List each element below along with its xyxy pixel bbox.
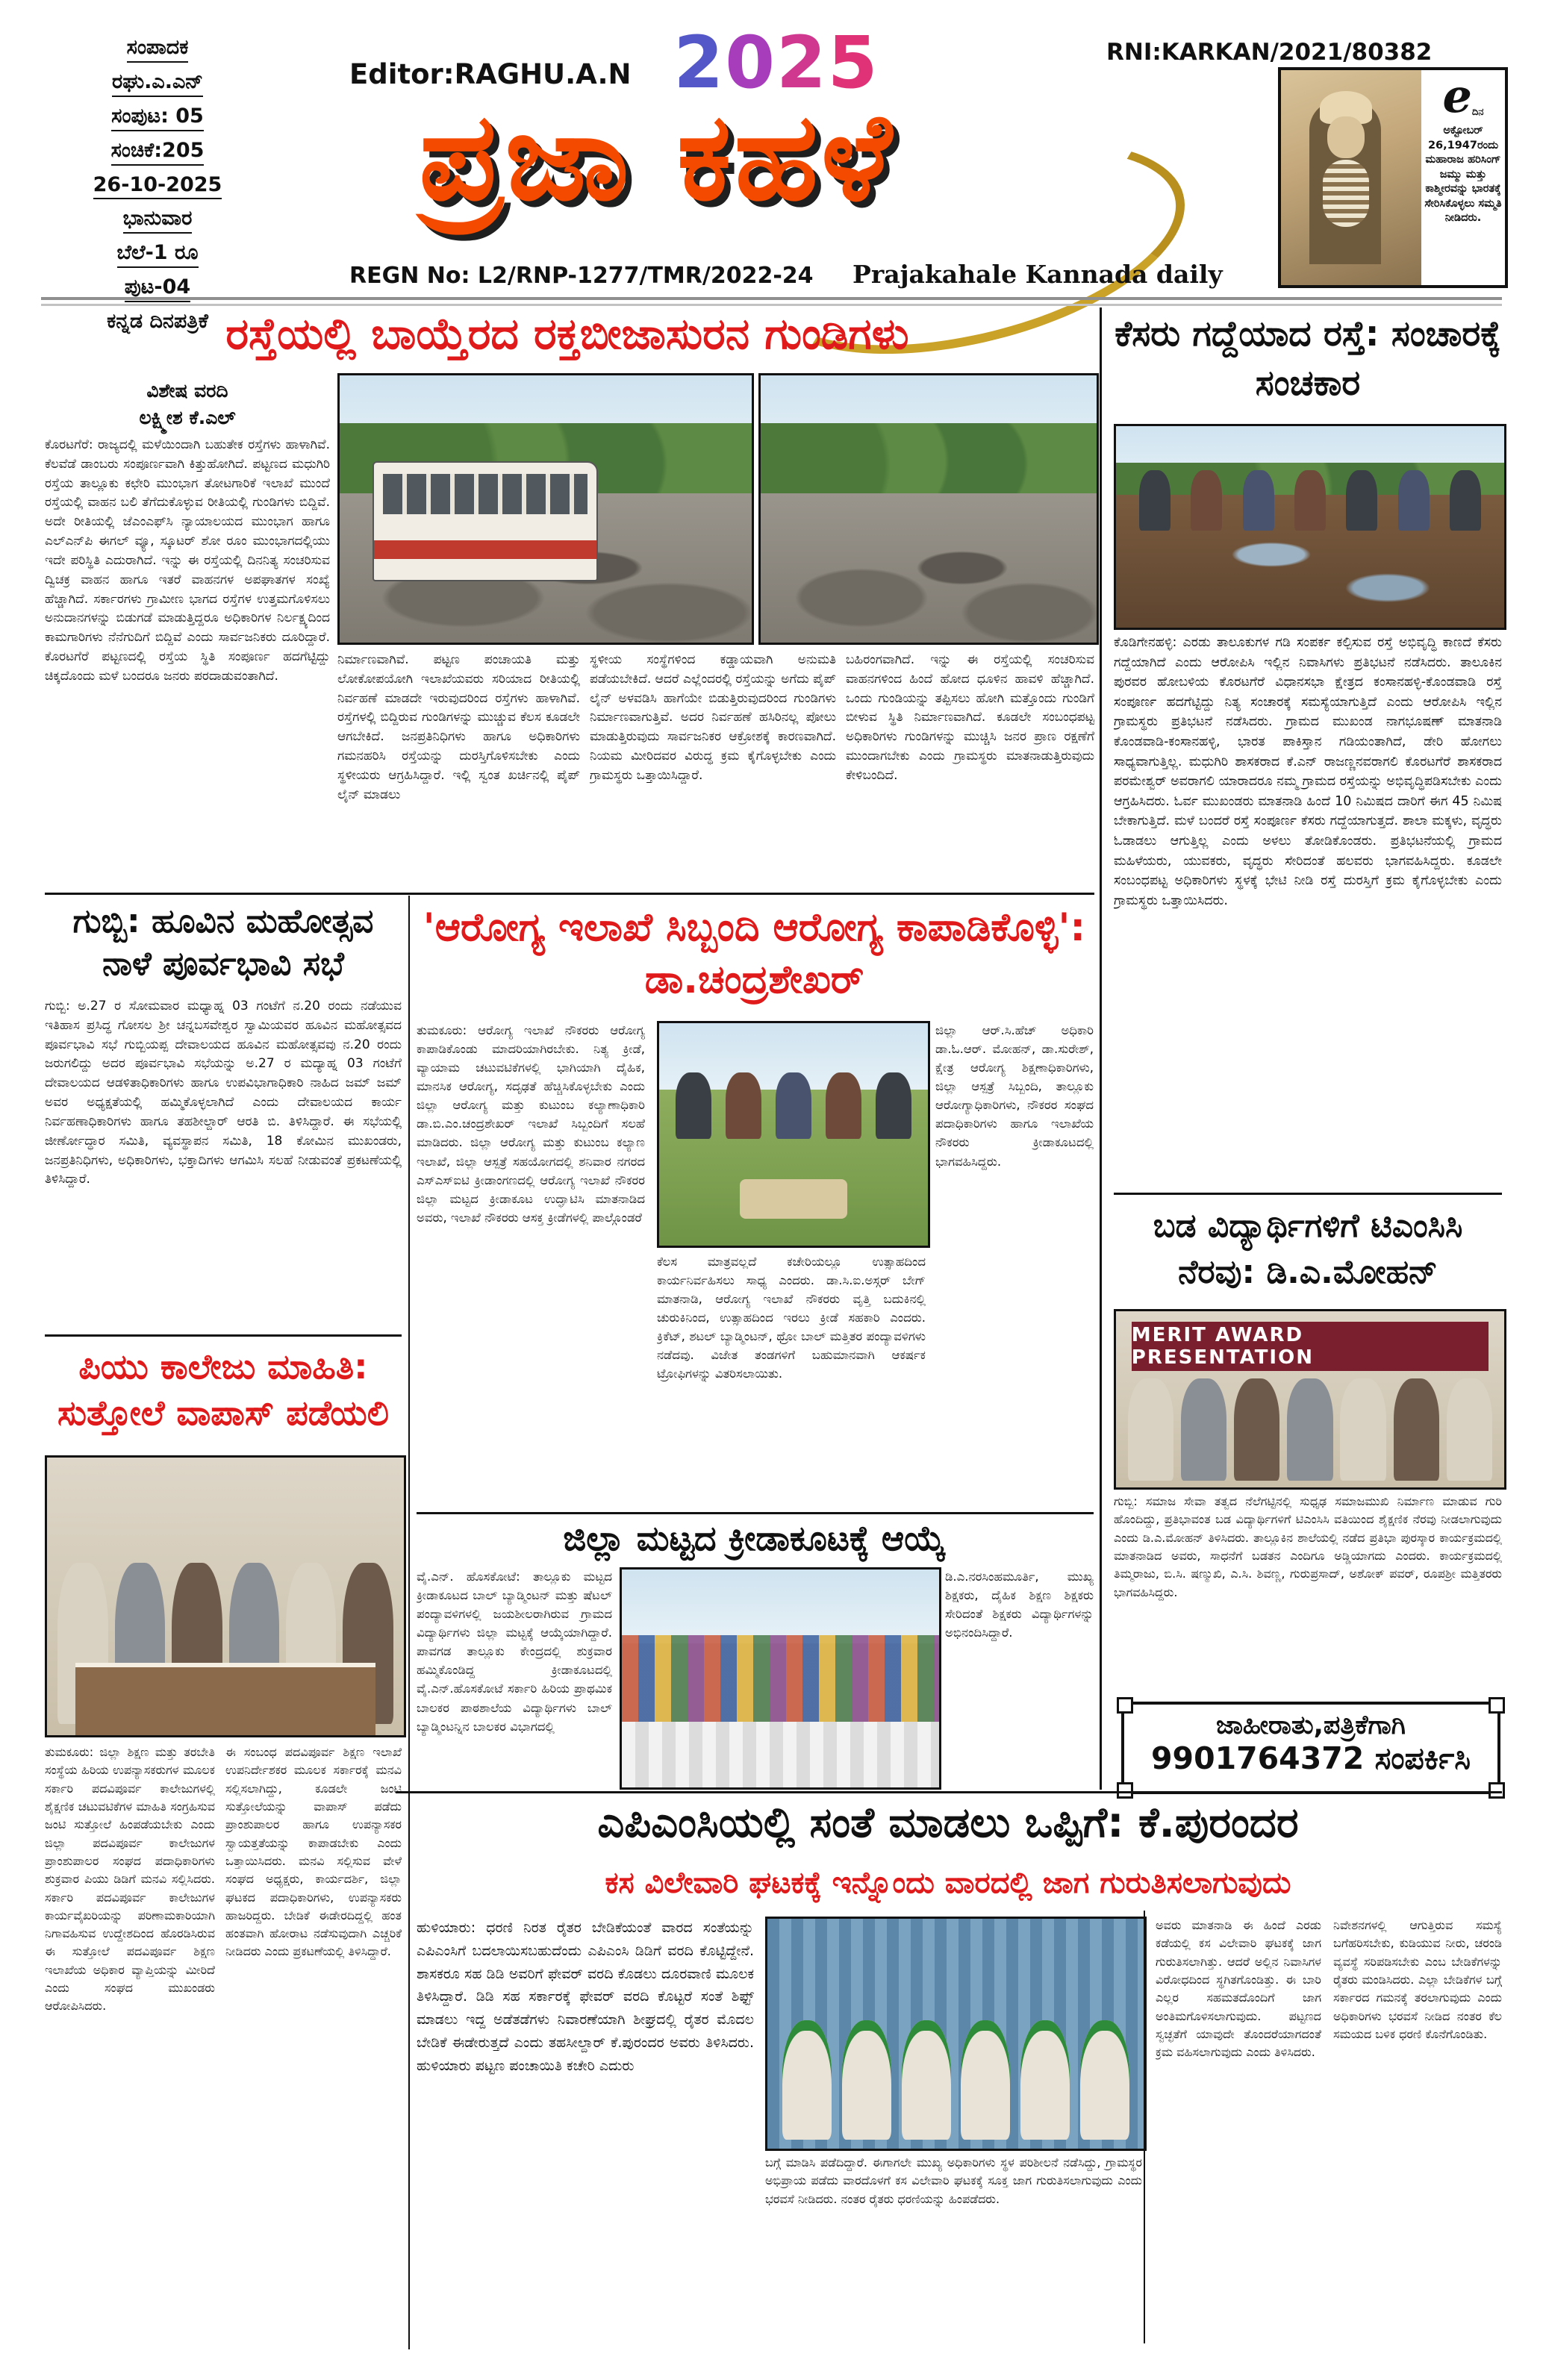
merit-award-photo xyxy=(1114,1309,1506,1490)
history-today-note: ಅಕ್ಟೋಬರ್ 26,1947ರಂದು ಮಹಾರಾಜ ಹರಿಸಿಂಗ್ ಜಮ್ಮು ಮತ್ತು ಕಾಶ್ಮೀರವನ್ನು ಭಾರತಕ್ಕೆ ಸೇರಿಸಿಕೊಳ್ಳಲು ಸಮ್ಮತಿ ನೀಡಿದರು. xyxy=(1424,125,1502,225)
lead-body-col4: ಬಹಿರಂಗವಾಗಿದೆ. ಇನ್ನು ಈ ರಸ್ತೆಯಲ್ಲಿ ಸಂಚರಿಸುವ ವಾಹನಗಳಿಂದ ಹಿಂದೆ ಹೋದ ಧೂಳಿನ ಹಾವಳಿ ಹೆಚ್ಚಾಗಿದೆ. ಒಂದು ಗುಂಡಿಯನ್ನು ತಪ್ಪಿಸಲು ಹೋಗಿ ಮತ್ತೊಂದು ಗುಂಡಿಗೆ ಬೀಳುವ ಸ್ಥಿತಿ ನಿರ್ಮಾಣವಾಗಿದೆ. ಕೂಡಲೇ ಸಂಬಂಧಪಟ್ಟ ಅಧಿಕಾರಿಗಳು ಗುಂಡಿಗಳನ್ನು ಮುಚ್ಚಿಸಿ ಜನರ ಪ್ರಾಣ ರಕ್ಷಣೆಗೆ ಮುಂದಾಗಬೇಕು ಎಂದು ಗ್ರಾಮಸ್ಥರು ಮಾತನಾಡುತ್ತಿರುವುದು ಕೇಳಿಬಂದಿದೆ. xyxy=(846,652,1094,783)
lead-byline: ವಿಶೇಷ ವರದಿ ಲಕ್ಷ್ಮೀಶ ಕೆ.ಎಲ್ xyxy=(139,380,236,429)
health-sports-meet-photo xyxy=(657,1021,930,1248)
issue-date: 26-10-2025 xyxy=(41,173,274,199)
rni-number: RNI:KARKAN/2021/80382 xyxy=(1106,39,1433,66)
year-2025-logo: 2025 xyxy=(673,21,879,104)
history-today-box xyxy=(1278,67,1508,288)
pu-body-col1: ತುಮಕೂರು: ಜಿಲ್ಲಾ ಶಿಕ್ಷಣ ಮತ್ತು ತರಬೇತಿ ಸಂಸ್ಥೆಯ ಹಿರಿಯ ಉಪನ್ಯಾಸಕರುಗಳ ಮೂಲಕ ಸರ್ಕಾರಿ ಪದವಿಪೂರ್ವ ಕಾಲೇಜುಗಳಲ್ಲಿ ಶೈಕ್ಷಣಿಕ ಚಟುವಟಿಕೆಗಳ ಮಾಹಿತಿ ಸಂಗ್ರಹಿಸುವ ಜಂಟಿ ಸುತ್ತೋಲೆ ಹಿಂಪಡೆಯಬೇಕು ಎಂದು ಜಿಲ್ಲಾ ಪದವಿಪೂರ್ವ ಕಾಲೇಜುಗಳ ಪ್ರಾಂಶುಪಾಲರ ಸಂಘದ ಪದಾಧಿಕಾರಿಗಳು ಶುಕ್ರವಾರ ಪಿಯು ಡಿಡಿಗೆ ಮನವಿ ಸಲ್ಲಿಸಿದರು. ಸರ್ಕಾರಿ ಪದವಿಪೂರ್ವ ಕಾಲೇಜುಗಳ ಕಾರ್ಯವೈಖರಿಯನ್ನು ಪರಿಣಾಮಕಾರಿಯಾಗಿ ನಿಗಾವಹಿಸುವ ಉದ್ದೇಶದಿಂದ ಹೊರಡಿಸಿರುವ ಈ ಸುತ್ತೋಲೆ ಪದವಿಪೂರ್ವ ಶಿಕ್ಷಣ ಇಲಾಖೆಯ ಅಧಿಕಾರ ವ್ಯಾಪ್ತಿಯನ್ನು ಮೀರಿದೆ ಎಂದು ಸಂಘದ ಮುಖಂಡರು ಆರೋಪಿಸಿದರು. xyxy=(45,1745,215,2014)
apmc-body-col3: ಅವರು ಮಾತನಾಡಿ ಈ ಹಿಂದೆ ಎರಡು ಕಡೆಯಲ್ಲಿ ಕಸ ವಿಲೇವಾರಿ ಘಟಕಕ್ಕೆ ಜಾಗ ಗುರುತಿಸಲಾಗಿತ್ತು. ಆದರೆ ಅಲ್ಲಿನ ನಿವಾಸಿಗಳ ವಿರೋಧದಿಂದ ಸ್ಥಗಿತಗೊಂಡಿತ್ತು. ಈ ಬಾರಿ ಎಲ್ಲರ ಸಹಮತದೊಂದಿಗೆ ಜಾಗ ಅಂತಿಮಗೊಳಿಸಲಾಗುವುದು. ಪಟ್ಟಣದ ಸ್ವಚ್ಛತೆಗೆ ಯಾವುದೇ ತೊಂದರೆಯಾಗದಂತೆ ಕ್ರಮ ವಹಿಸಲಾಗುವುದು ಎಂದು ತಿಳಿಸಿದರು. xyxy=(1156,1918,1321,2060)
lead-body-col2: ನಿರ್ಮಾಣವಾಗಿವೆ. ಪಟ್ಟಣ ಪಂಚಾಯತಿ ಮತ್ತು ಲೋಕೋಪಯೋಗಿ ಇಲಾಖೆಯವರು ಸರಿಯಾದ ರೀತಿಯಲ್ಲಿ ನಿರ್ವಹಣೆ ಮಾಡದೇ ಇರುವುದರಿಂದ ರಸ್ತೆಗಳು ಹಾಳಾಗಿವೆ. ರಸ್ತೆಗಳಲ್ಲಿ ಬಿದ್ದಿರುವ ಗುಂಡಿಗಳನ್ನು ಮುಚ್ಚುವ ಕೆಲಸ ಕೂಡಲೇ ಆಗಬೇಕಿದೆ. ಜನಪ್ರತಿನಿಧಿಗಳು ಹಾಗೂ ಅಧಿಕಾರಿಗಳು ಗಮನಹರಿಸಿ ರಸ್ತೆಯನ್ನು ದುರಸ್ತಿಗೊಳಿಸಬೇಕು ಎಂದು ಸ್ಥಳೀಯರು ಆಗ್ರಹಿಸಿದ್ದಾರೆ. ಇಲ್ಲಿ ಸ್ವಂತ ಖರ್ಚಿನಲ್ಲಿ ಪೈಪ್ ಲೈನ್ ಮಾಡಲು xyxy=(337,652,580,802)
health-body-col1: ತುಮಕೂರು: ಆರೋಗ್ಯ ಇಲಾಖೆ ನೌಕರರು ಆರೋಗ್ಯ ಕಾಪಾಡಿಕೊಂಡು ಮಾದರಿಯಾಗಿರಬೇಕು. ನಿತ್ಯ ಕ್ರೀಡೆ, ವ್ಯಾಯಾಮ ಚಟುವಟಿಕೆಗಳಲ್ಲಿ ಭಾಗಿಯಾಗಿ ದೈಹಿಕ, ಮಾನಸಿಕ ಆರೋಗ್ಯ, ಸದೃಢತೆ ಹೆಚ್ಚಿಸಿಕೊಳ್ಳಬೇಕು ಎಂದು ಜಿಲ್ಲಾ ಆರೋಗ್ಯ ಮತ್ತು ಕುಟುಂಬ ಕಲ್ಯಾಣಾಧಿಕಾರಿ ಡಾ.ಬಿ.ಎಂ.ಚಂದ್ರಶೇಖರ್ ಇಲಾಖೆ ಸಿಬ್ಬಂದಿಗೆ ಸಲಹೆ ಮಾಡಿದರು. ಜಿಲ್ಲಾ ಆರೋಗ್ಯ ಮತ್ತು ಕುಟುಂಬ ಕಲ್ಯಾಣ ಇಲಾಖೆ, ಜಿಲ್ಲಾ ಆಸ್ಪತ್ರೆ ಸಹಯೋಗದಲ್ಲಿ ಶನಿವಾರ ನಗರದ ಎಸ್‌ಎಸ್‌ಐಟಿ ಕ್ರೀಡಾಂಗಣದಲ್ಲಿ ಆರೋಗ್ಯ ಇಲಾಖೆ ನೌಕರರ ಜಿಲ್ಲಾ ಮಟ್ಟದ ಕ್ರೀಡಾಕೂಟ ಉದ್ಘಾಟಿಸಿ ಮಾತನಾಡಿದ ಅವರು, ಇಲಾಖೆ ನೌಕರರು ಆಸಕ್ತ ಕ್ರೀಡೆಗಳಲ್ಲಿ ಪಾಲ್ಗೊಂಡರೆ xyxy=(417,1023,645,1225)
pu-meeting-photo xyxy=(45,1455,406,1737)
pages-line: ಪುಟ-04 xyxy=(41,275,274,302)
info-line: ಭಾನುವಾರ xyxy=(41,207,274,234)
sports-body-col1: ವೈ.ಎನ್. ಹೊಸಕೋಟೆ: ತಾಲ್ಲೂಕು ಮಟ್ಟದ ಕ್ರೀಡಾಕೂಟದ ಬಾಲ್ ಬ್ಯಾಡ್ಮಿಂಟನ್ ಮತ್ತು ಷೆಟಲ್ ಪಂದ್ಯಾವಳಿಗಳಲ್ಲಿ ಜಯಶೀಲರಾಗಿರುವ ಗ್ರಾಮದ ವಿದ್ಯಾರ್ಥಿಗಳು ಜಿಲ್ಲಾ ಮಟ್ಟಕ್ಕೆ ಆಯ್ಕೆಯಾಗಿದ್ದಾರೆ. ಪಾವಗಡ ತಾಲ್ಲೂಕು ಕೇಂದ್ರದಲ್ಲಿ ಶುಕ್ರವಾರ ಹಮ್ಮಿಕೊಂಡಿದ್ದ ಕ್ರೀಡಾಕೂಟದಲ್ಲಿ ವೈ.ಎನ್.ಹೊಸಕೋಟೆ ಸರ್ಕಾರಿ ಹಿರಿಯ ಪ್ರಾಥಮಿಕ ಬಾಲಕರ ಪಾಠಶಾಲೆಯ ವಿದ್ಯಾರ್ಥಿಗಳು ಬಾಲ್ ಬ್ಯಾಡ್ಮಿಂಟನ್ನಿನ ಬಾಲಕರ ವಿಭಾಗದಲ್ಲಿ xyxy=(417,1570,612,1734)
apmc-column-rule xyxy=(1144,1911,1145,2343)
lead-headline: ರಸ್ತೆಯಲ್ಲಿ ಬಾಯ್ತೆರದ ರಕ್ತಬೀಜಾಸುರನ ಗುಂಡಿಗಳು xyxy=(225,308,909,359)
bus-graphic xyxy=(372,461,598,582)
apmc-headline: ಎಪಿಎಂಸಿಯಲ್ಲಿ ಸಂತೆ ಮಾಡಲು ಒಪ್ಪಿಗೆ: ಕೆ.ಪುರಂದರ xyxy=(597,1799,1299,1847)
daily-name: Prajakahale Kannada daily xyxy=(852,260,1223,289)
pu-college-headline: ಪಿಯು ಕಾಲೇಜು ಮಾಹಿತಿ: ಸುತ್ತೋಲೆ ವಾಪಾಸ್ ಪಡೆಯಲಿ xyxy=(57,1346,389,1434)
info-line: ಸಂಚಿಕೆ:205 xyxy=(41,139,274,166)
merit-award-banner: MERIT AWARD PRESENTATION xyxy=(1132,1322,1489,1371)
editor-name: Editor:RAGHU.A.N xyxy=(349,58,632,90)
apmc-farmers-photo xyxy=(765,1917,1147,2151)
main-column-rule xyxy=(1100,307,1102,1790)
left-column-rule xyxy=(408,896,410,2349)
health-body-col2: ಕೆಲಸ ಮಾತ್ರವಲ್ಲದೆ ಕಚೇರಿಯಲ್ಲೂ ಉತ್ಸಾಹದಿಂದ ಕಾರ್ಯನಿರ್ವಹಿಸಲು ಸಾಧ್ಯ ಎಂದರು. ಡಾ.ಸಿ.ಐ.ಅಸ್ಗರ್ ಬೇಗ್ ಮಾತನಾಡಿ, ಆರೋಗ್ಯ ಇಲಾಖೆ ನೌಕರರು ವೃತ್ತಿ ಬದುಕಿನಲ್ಲಿ ಚುರುಕಿನಿಂದ, ಉತ್ಸಾಹದಿಂದ ಇರಲು ಕ್ರೀಡೆ ಸಹಕಾರಿ ಎಂದರು. ಕ್ರಿಕೆಟ್, ಶಟಲ್ ಬ್ಯಾಡ್ಮಿಂಟನ್, ಥ್ರೋ ಬಾಲ್ ಮತ್ತಿತರ ಪಂದ್ಯಾವಳಿಗಳು ನಡೆದವು. ವಿಜೇತ ತಂಡಗಳಿಗೆ ಬಹುಮಾನವಾಗಿ ಆಕರ್ಷಕ ಟ್ರೋಫಿಗಳನ್ನು ವಿತರಿಸಲಾಯಿತು. xyxy=(657,1255,926,1381)
ad-corner xyxy=(1117,1782,1133,1799)
info-line: ಸಂಪಾದಕ xyxy=(41,36,274,63)
lead-photo-damaged-road xyxy=(758,373,1099,645)
gubbi-body: ಗುಬ್ಬಿ: ಅ.27 ರ ಸೋಮವಾರ ಮಧ್ಯಾಹ್ನ 03 ಗಂಟೆಗೆ ನ.20 ರಂದು ನಡೆಯುವ ಇತಿಹಾಸ ಪ್ರಸಿದ್ಧ ಗೋಸಲ ಶ್ರೀ ಚನ್ನಬಸವೇಶ್ವರ ಸ್ವಾಮಿಯವರ ಹೂವಿನ ಮಹೋತ್ಸವದ ಪೂರ್ವಭಾವಿ ಸಭೆ ಗುಬ್ಬಿಯಪ್ಪ ದೇವಾಲಯದ ಹೂವಿನ ಮಹೋತ್ಸವವು ನ.20 ರಂದು ಜರುಗಲಿದ್ದು ಅದರ ಪೂರ್ವಭಾವಿ ಸಭೆಯನ್ನು ಅ.27 ರ ಮದ್ಯಾಹ್ನ 03 ಗಂಟೆಗೆ ದೇವಾಲಯದ ಆಡಳಿತಾಧಿಕಾರಿಗಳು ಹಾಗೂ ಉಪವಿಭಾಗಾಧಿಕಾರಿ ನಾಹಿದ ಜಮ್ ಜಮ್ ಅವರ ಅಧ್ಯಕ್ಷತೆಯಲ್ಲಿ ಹಮ್ಮಿಕೊಳ್ಳಲಾಗಿದೆ ಎಂದು ದೇವಾಲಯದ ಕಾರ್ಯ ನಿರ್ವಹಣಾಧಿಕಾರಿಗಳು ಹಾಗೂ ತಹಶೀಲ್ದಾರ್ ಆರತಿ ಬಿ. ತಿಳಿಸಿದ್ದಾರೆ. ಈ ಸಭೆಯಲ್ಲಿ ಜೀರ್ಣೋದ್ಧಾರ ಸಮಿತಿ, ವ್ಯವಸ್ಥಾಪನ ಸಮಿತಿ, 18 ಕೋಮಿನ ಮುಖಂಡರು, ಜನಪ್ರತಿನಿಧಿಗಳು, ಅಧಿಕಾರಿಗಳು, ಭಕ್ತಾದಿಗಳು ಆಗಮಿಸಿ ಸಲಹೆ ನೀಡುವಂತೆ ಪ್ರಕಟಣೆಯಲ್ಲಿ ತಿಳಿಸಿದ್ದಾರೆ. xyxy=(45,999,402,1187)
e-paper-icon: e xyxy=(1442,69,1472,123)
apmc-body-col1: ಹುಳಿಯಾರು: ಧರಣಿ ನಿರತ ರೈತರ ಬೇಡಿಕೆಯಂತೆ ವಾರದ ಸಂತೆಯನ್ನು ಎಪಿಎಂಸಿಗೆ ಬದಲಾಯಿಸಬಹುದೆಂದು ಎಪಿಎಂಸಿ ಡಿಡಿಗೆ ವರದಿ ಕೊಟ್ಟಿದ್ದೇನೆ. ಶಾಸಕರೂ ಸಹ ಡಿಡಿ ಅವರಿಗೆ ಫೇವರ್ ವರದಿ ಕೊಡಲು ದೂರವಾಣಿ ಮೂಲಕ ತಿಳಿಸಿದ್ದಾರೆ. ಡಿಡಿ ಸಹ ಸರ್ಕಾರಕ್ಕೆ ಫೇವರ್ ವರದಿ ಕೊಟ್ಟರೆ ಸಂತೆ ಶಿಫ್ಟ್ ಮಾಡಲು ಇದ್ದ ಅಡೆತಡೆಗಳು ನಿವಾರಣೆಯಾಗಿ ಶೀಘ್ರದಲ್ಲಿ ರೈತರ ಮೊದಲ ಬೇಡಿಕೆ ಈಡೇರುತ್ತದೆ ಎಂದು ತಹಸೀಲ್ದಾರ್ ಕೆ.ಪುರಂದರ ಅವರು ತಿಳಿಸಿದರು. ಹುಳಿಯಾರು ಪಟ್ಟಣ ಪಂಚಾಯಿತಿ ಕಚೇರಿ ಎದುರು xyxy=(417,1920,754,2074)
info-line: ರಘು.ಎ.ಎನ್ xyxy=(41,70,274,97)
tmcc-body: ಗುಬ್ಬಿ: ಸಮಾಜ ಸೇವಾ ತತ್ವದ ನೆಲೆಗಟ್ಟಿನಲ್ಲಿ ಸುಧೃಢ ಸಮಾಜಮುಖಿ ನಿರ್ಮಾಣ ಮಾಡುವ ಗುರಿ ಹೊಂದಿದ್ದು, ಪ್ರತಿಭಾವಂತ ಬಡ ವಿದ್ಯಾರ್ಥಿಗಳಿಗೆ ಟಿಎಂಸಿಸಿ ವತಿಯಿಂದ ಶೈಕ್ಷಣಿಕ ನೆರವು ನೀಡಲಾಗುವುದು ಎಂದು ಡಿ.ಎ.ಮೋಹನ್ ತಿಳಿಸಿದರು. ತಾಲ್ಲೂಕಿನ ಶಾಲೆಯಲ್ಲಿ ನಡೆದ ಪ್ರತಿಭಾ ಪುರಸ್ಕಾರ ಕಾರ್ಯಕ್ರಮದಲ್ಲಿ ಮಾತನಾಡಿದ ಅವರು, ಸಾಧನೆಗೆ ಬಡತನ ಎಂದಿಗೂ ಅಡ್ಡಿಯಾಗದು ಎಂದರು. ಕಾರ್ಯಕ್ರಮದಲ್ಲಿ ತಿಮ್ಮರಾಜು, ಬಿ.ಸಿ. ಷಣ್ಮುಖಿ, ಎ.ಸಿ. ಶಿವಣ್ಣ, ಗುರುಪ್ರಸಾದ್, ಅಶೋಕ್ ಪವರ್, ರೂಪಶ್ರೀ ಮತ್ತಿತರರು ಭಾಗವಹಿಸಿದ್ದರು. xyxy=(1114,1494,1502,1599)
ad-corner xyxy=(1489,1697,1505,1714)
advertisement-contact-box xyxy=(1121,1702,1500,1794)
section-divider xyxy=(417,1512,1094,1514)
lead-photo-bus-pothole xyxy=(337,373,754,645)
ad-phone-number: 9901764372 ಸಂಪರ್ಕಿಸಿ xyxy=(1151,1740,1471,1776)
muddy-road-body: ಕೊಡಿಗೇನಹಳ್ಳಿ: ಎರಡು ತಾಲೂಕುಗಳ ಗಡಿ ಸಂಪರ್ಕ ಕಲ್ಪಿಸುವ ರಸ್ತೆ ಅಭಿವೃದ್ಧಿ ಕಾಣದೆ ಕೆಸರು ಗದ್ದೆಯಾಗಿದೆ ಎಂದು ಆರೋಪಿಸಿ ಇಲ್ಲಿನ ನಿವಾಸಿಗಳು ಪ್ರತಿಭಟನೆ ನಡೆಸಿದರು. ತಾಲೂಕಿನ ಪುರವರ ಹೋಬಳಿಯ ಕೊರಟಗೆರೆ ವಿಧಾನಸಭಾ ಕ್ಷೇತ್ರದ ಕಂಸಾನಹಳ್ಳಿ-ಕೊಂಡವಾಡಿ ರಸ್ತೆ ಸಂಪೂರ್ಣ ಹದಗೆಟ್ಟಿದ್ದು ನಿತ್ಯ ಸಂಚಾರಕ್ಕೆ ಸಮಸ್ಯೆಯಾಗುತ್ತಿದೆ ಎಂದು ಆರೋಪಿಸಿ ಇಲ್ಲಿನ ಗ್ರಾಮಸ್ಥರು ಪ್ರತಿಭಟನೆ ನಡೆಸಿದರು. ಗ್ರಾಮದ ಮುಖಂಡ ನಾಗಭೂಷಣ್ ಮಾತನಾಡಿ ಕೊಂಡವಾಡಿ-ಕಂಸಾನಹಳ್ಳಿ, ಭಾರತ ಪಾಕಿಸ್ತಾನ ಗಡಿಯಂತಾಗಿದೆ, ಡೇರಿ ಹೋಗಲು ಸಾಧ್ಯವಾಗುತ್ತಿಲ್ಲ. ಮಧುಗಿರಿ ಶಾಸಕರಾದ ಕೆ.ಎನ್ ರಾಜಣ್ಣನವರಾಗಲಿ ಕೊರಟಗೆರೆ ಶಾಸಕರಾದ ಪರಮೇಶ್ವರ್ ಅವರಾಗಲಿ ಯಾರಾದರೂ ನಮ್ಮ ಗ್ರಾಮದ ರಸ್ತೆಯನ್ನು ಅಭಿವೃದ್ಧಿಪಡಿಸಬೇಕು ಎಂದು ಆಗ್ರಹಿಸಿದರು. ಓರ್ವ ಮುಖಂಡರು ಮಾತನಾಡಿ ಹಿಂದೆ 10 ನಿಮಿಷದ ದಾರಿಗೆ ಈಗ 45 ನಿಮಿಷ ಬೇಕಾಗುತ್ತಿದೆ. ಮಳೆ ಬಂದರೆ ರಸ್ತೆ ಸಂಪೂರ್ಣ ಕೆಸರು ಗದ್ದೆಯಾಗುತ್ತದೆ. ಶಾಲಾ ಮಕ್ಕಳು, ವೃದ್ಧರು ಓಡಾಡಲು ಆಗುತ್ತಿಲ್ಲ ಎಂದು ಅಳಲು ತೋಡಿಕೊಂಡರು. ಪ್ರತಿಭಟನೆಯಲ್ಲಿ ಗ್ರಾಮದ ಮಹಿಳೆಯರು, ಯುವಕರು, ವೃದ್ಧರು ಸೇರಿದಂತೆ ಹಲವರು ಭಾಗವಹಿಸಿದ್ದರು. ಕೂಡಲೇ ಸಂಬಂಧಪಟ್ಟ ಅಧಿಕಾರಿಗಳು ಸ್ಥಳಕ್ಕೆ ಭೇಟಿ ನೀಡಿ ರಸ್ತೆ ದುರಸ್ತಿಗೆ ಕ್ರಮ ಕೈಗೊಳ್ಳಬೇಕು ಎಂದು ಗ್ರಾಮಸ್ಥರು ಒತ್ತಾಯಿಸಿದರು. xyxy=(1114,635,1502,908)
header-divider xyxy=(41,297,1502,306)
lead-body-col1: ಕೊರಟಗೆರೆ: ರಾಜ್ಯದಲ್ಲಿ ಮಳೆಯಿಂದಾಗಿ ಬಹುತೇಕ ರಸ್ತೆಗಳು ಹಾಳಾಗಿವೆ. ಕೆಲವೆಡೆ ಡಾಂಬರು ಸಂಪೂರ್ಣವಾಗಿ ಕಿತ್ತುಹೋಗಿದೆ. ಪಟ್ಟಣದ ಮಧುಗಿರಿ ರಸ್ತೆಯ ತಾಲ್ಲೂಕು ಕಛೇರಿ ಮುಂಭಾಗ ತೋಟಗಾರಿಕೆ ಇಲಾಖೆ ಮುಂದೆ ರಸ್ತೆಯಲ್ಲಿ ವಾಹನ ಬಲಿ ತೆಗೆದುಕೊಳ್ಳುವ ರೀತಿಯಲ್ಲಿ ಗುಂಡಿಗಳು ಬಿದ್ದಿವೆ. ಅದೇ ರೀತಿಯಲ್ಲಿ ಜೆಎಂಎಫ್‌ಸಿ ನ್ಯಾಯಾಲಯದ ಮುಂಭಾಗ ಹಾಗೂ ಎಲ್‌ಎನ್‌ಪಿ ಈಗಲ್ ವ್ಯೂ, ಸ್ಕೂಟರ್ ಶೋ ರೂಂ ಮುಂಭಾಗದಲ್ಲಿಯು ಇದೇ ಪರಿಸ್ಥಿತಿ ಎದುರಾಗಿದೆ. ಇನ್ನು ಈ ರಸ್ತೆಯಲ್ಲಿ ದಿನನಿತ್ಯ ಸಂಚರಿಸುವ ದ್ವಿಚಕ್ರ ವಾಹನ ಹಾಗೂ ಇತರೆ ವಾಹನಗಳ ಅಪಘಾತಗಳ ಸಂಖ್ಯೆ ಹೆಚ್ಚಾಗಿದೆ. ಸರ್ಕಾರಗಳು ಗ್ರಾಮೀಣ ಭಾಗದ ರಸ್ತೆಗಳ ಉತ್ತಮಗೊಳಿಸಲು ಅನುದಾನಗಳನ್ನು ಬಿಡುಗಡೆ ಮಾಡುತ್ತಿದ್ದರೂ ಅಧಿಕಾರಿಗಳ ನಿರ್ಲಕ್ಷ್ಯದಿಂದ ಕಾಮಗಾರಿಗಳು ನೆನೆಗುದಿಗೆ ಬಿದ್ದಿವೆ ಎಂದು ಸಾರ್ವಜನಿಕರು ದೂರಿದ್ದಾರೆ. ಕೊರಟಗೆರೆ ಪಟ್ಟಣದಲ್ಲಿ ರಸ್ತೆಯ ಸ್ಥಿತಿ ಸಂಪೂರ್ಣ ಹದಗೆಟ್ಟಿದ್ದು ಚಿಕ್ಕದೊಂದು ಮಳೆ ಬಂದರೂ ಜನರು ಪರದಾಡುವಂತಾಗಿದೆ. xyxy=(45,437,330,684)
apmc-body-col2: ಬಗ್ಗೆ ಮಾಡಿಸಿ ಪಡೆದಿದ್ದಾರೆ. ಈಗಾಗಲೇ ಮುಖ್ಯ ಅಧಿಕಾರಿಗಳು ಸ್ಥಳ ಪರಿಶೀಲನೆ ನಡೆಸಿದ್ದು, ಗ್ರಾಮಸ್ಥರ ಅಭಿಪ್ರಾಯ ಪಡೆದು ವಾರದೊಳಗೆ ಕಸ ವಿಲೇವಾರಿ ಘಟಕಕ್ಕೆ ಸೂಕ್ತ ಜಾಗ ಗುರುತಿಸಲಾಗುವುದು ಎಂದು ಭರವಸೆ ನೀಡಿದರು. ನಂತರ ರೈತರು ಧರಣಿಯನ್ನು ಹಿಂಪಡೆದರು. xyxy=(765,2155,1142,2206)
gubbi-headline: ಗುಬ್ಬಿ: ಹೂವಿನ ಮಹೋತ್ಸವ ನಾಳೆ ಪೂರ್ವಭಾವಿ ಸಭೆ xyxy=(72,902,374,984)
health-body-col3: ಜಿಲ್ಲಾ ಆರ್.ಸಿ.ಹೆಚ್ ಅಧಿಕಾರಿ ಡಾ.ಓ.ಆರ್. ಮೋಹನ್, ಡಾ.ಸುರೇಶ್, ಕ್ಷೇತ್ರ ಆರೋಗ್ಯ ಶಿಕ್ಷಣಾಧಿಕಾರಿಗಳು, ಜಿಲ್ಲಾ ಆಸ್ಪತ್ರೆ ಸಿಬ್ಬಂದಿ, ತಾಲ್ಲೂಕು ಆರೋಗ್ಯಾಧಿಕಾರಿಗಳು, ನೌಕರರ ಸಂಘದ ಪದಾಧಿಕಾರಿಗಳು ಹಾಗೂ ಇಲಾಖೆಯ ನೌಕರರು ಕ್ರೀಡಾಕೂಟದಲ್ಲಿ ಭಾಗವಹಿಸಿದ್ದರು. xyxy=(935,1023,1094,1169)
section-divider xyxy=(45,893,1094,895)
regn-number: REGN No: L2/RNP-1277/TMR/2022-24 xyxy=(349,263,814,289)
history-today-text-column: $e_{ದಿನ}$ ಅಕ್ಟೋಬರ್ 26,1947ರಂದು ಮಹಾರಾಜ ಹರಿಸಿಂಗ್ ಜಮ್ಮು ಮತ್ತು ಕಾಶ್ಮೀರವನ್ನು ಭಾರತಕ್ಕೆ ಸೇರಿಸಿಕೊಳ್ಳಲು ಸಮ್ಮತಿ ನೀಡಿದರು. xyxy=(1421,70,1505,285)
sports-team-photo xyxy=(620,1567,941,1790)
ad-line1: ಜಾಹೀರಾತು,ಪತ್ರಿಕೆಗಾಗಿ xyxy=(1216,1711,1406,1740)
lead-body-col3: ಸ್ಥಳೀಯ ಸಂಸ್ಥೆಗಳಿಂದ ಕಡ್ಡಾಯವಾಗಿ ಅನುಮತಿ ಪಡೆಯಬೇಕಿದೆ. ಆದರೆ ಎಲ್ಲೆಂದರಲ್ಲಿ ರಸ್ತೆಯನ್ನು ಅಗೆದು ಪೈಪ್ ಲೈನ್ ಅಳವಡಿಸಿ ಹಾಗೆಯೇ ಬಿಡುತ್ತಿರುವುದರಿಂದ ಗುಂಡಿಗಳು ನಿರ್ಮಾಣವಾಗುತ್ತಿವೆ. ಅದರ ನಿರ್ವಹಣೆ ಹಸಿರಿನಲ್ಲ ಪೋಲು ಮಾಡುತ್ತಿರುವುದು ಸಾರ್ವಜನಿಕರ ಆಕ್ರೋಶಕ್ಕೆ ಕಾರಣವಾಗಿದೆ. ನಿಯಮ ಮೀರಿದವರ ವಿರುದ್ಧ ಕ್ರಮ ಕೈಗೊಳ್ಳಬೇಕು ಎಂದು ಗ್ರಾಮಸ್ಥರು ಒತ್ತಾಯಿಸಿದ್ದಾರೆ. xyxy=(590,652,836,783)
section-divider xyxy=(45,1334,402,1337)
apmc-subheadline: ಕಸ ವಿಲೇವಾರಿ ಘಟಕಕ್ಕೆ ಇನ್ನೊಂದು ವಾರದಲ್ಲಿ ಜಾಗ ಗುರುತಿಸಲಾಗುವುದು xyxy=(605,1866,1291,1900)
info-line: ಸಂಪುಟ: 05 xyxy=(41,104,274,131)
muddy-road-headline: ಕೆಸರು ಗದ್ದೆಯಾದ ರಸ್ತೆ: ಸಂಚಾರಕ್ಕೆ ಸಂಚಕಾರ xyxy=(1115,313,1501,404)
newspaper-title: ಪ್ರಜಾ ಕಹಳೆ xyxy=(419,87,895,228)
muddy-road-protest-photo xyxy=(1114,424,1506,630)
sports-body-col3: ಡಿ.ಎ.ನರಸಿಂಹಮೂರ್ತಿ, ಮುಖ್ಯ ಶಿಕ್ಷಕರು, ದೈಹಿಕ ಶಿಕ್ಷಣ ಶಿಕ್ಷಕರು ಸೇರಿದಂತೆ ಶಿಕ್ಷಕರು ವಿದ್ಯಾರ್ಥಿಗಳನ್ನು ಅಭಿನಂದಿಸಿದ್ದಾರೆ. xyxy=(945,1570,1094,1640)
ad-corner xyxy=(1489,1782,1505,1799)
section-divider xyxy=(396,1791,1502,1793)
health-headline: 'ಆರೋಗ್ಯ ಇಲಾಖೆ ಸಿಬ್ಬಂದಿ ಆರೋಗ್ಯ ಕಾಪಾಡಿಕೊಳ್ಳಿ': ಡಾ.ಚಂದ್ರಶೇಖರ್ xyxy=(423,905,1086,1003)
info-line: ಕನ್ನಡ ದಿನಪತ್ರಿಕೆ xyxy=(107,310,208,333)
ad-corner xyxy=(1117,1697,1133,1714)
apmc-body-col4: ನಿವೇಶನಗಳಲ್ಲಿ ಆಗುತ್ತಿರುವ ಸಮಸ್ಯೆ ಬಗೆಹರಿಸಬೇಕು, ಕುಡಿಯುವ ನೀರು, ಚರಂಡಿ ವ್ಯವಸ್ಥೆ ಸರಿಪಡಿಸಬೇಕು ಎಂಬ ಬೇಡಿಕೆಗಳನ್ನು ರೈತರು ಮಂಡಿಸಿದರು. ಎಲ್ಲಾ ಬೇಡಿಕೆಗಳ ಬಗ್ಗೆ ಸರ್ಕಾರದ ಗಮನಕ್ಕೆ ತರಲಾಗುವುದು ಎಂದು ಅಧಿಕಾರಿಗಳು ಭರವಸೆ ನೀಡಿದ ನಂತರ ಕೆಲ ಸಮಯದ ಬಳಿಕ ಧರಣಿ ಕೊನೆಗೊಂಡಿತು. xyxy=(1333,1918,1502,2041)
pu-body-col2: ಈ ಸಂಬಂಧ ಪದವಿಪೂರ್ವ ಶಿಕ್ಷಣ ಇಲಾಖೆ ಉಪನಿರ್ದೇಶಕರ ಮೂಲಕ ಸರ್ಕಾರಕ್ಕೆ ಮನವಿ ಸಲ್ಲಿಸಲಾಗಿದ್ದು, ಕೂಡಲೇ ಜಂಟಿ ಸುತ್ತೋಲೆಯನ್ನು ವಾಪಾಸ್ ಪಡೆದು ಪ್ರಾಂಶುಪಾಲರ ಹಾಗೂ ಉಪನ್ಯಾಸಕರ ಸ್ವಾಯತ್ತತೆಯನ್ನು ಕಾಪಾಡಬೇಕು ಎಂದು ಒತ್ತಾಯಿಸಿದರು. ಮನವಿ ಸಲ್ಲಿಸುವ ವೇಳೆ ಸಂಘದ ಅಧ್ಯಕ್ಷರು, ಕಾರ್ಯದರ್ಶಿ, ಜಿಲ್ಲಾ ಘಟಕದ ಪದಾಧಿಕಾರಿಗಳು, ಉಪನ್ಯಾಸಕರು ಹಾಜರಿದ್ದರು. ಬೇಡಿಕೆ ಈಡೇರದಿದ್ದಲ್ಲಿ ಹಂತ ಹಂತವಾಗಿ ಹೋರಾಟ ನಡೆಸುವುದಾಗಿ ಎಚ್ಚರಿಕೆ ನೀಡಿದರು ಎಂದು ಪ್ರಕಟಣೆಯಲ್ಲಿ ತಿಳಿಸಿದ್ದಾರೆ. xyxy=(225,1745,402,1959)
sports-headline: ಜಿಲ್ಲಾ ಮಟ್ಟದ ಕ್ರೀಡಾಕೂಟಕ್ಕೆ ಆಯ್ಕೆ xyxy=(563,1518,946,1558)
maharaja-hari-singh-photo xyxy=(1281,70,1421,285)
price-line: ಬೆಲೆ-1 ರೂ xyxy=(41,241,274,268)
tmcc-headline: ಬಡ ವಿದ್ಯಾರ್ಥಿಗಳಿಗೆ ಟಿಎಂಸಿಸಿ ನೆರವು: ಡಿ.ಎ.ಮೋಹನ್ xyxy=(1153,1207,1463,1291)
section-divider xyxy=(1114,1193,1502,1195)
